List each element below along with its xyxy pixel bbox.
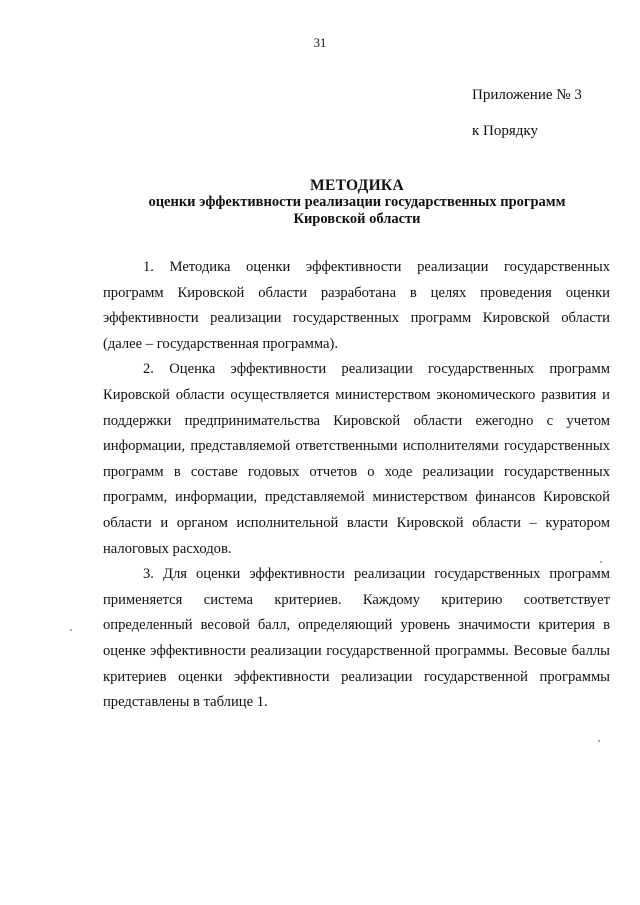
document-title: МЕТОДИКА — [310, 177, 404, 194]
document-body — [103, 255, 610, 716]
paragraph-1: 1. Методика оценки эффективности реализации государственных программ Кировской области разработана в целях проведения оценки эффективности реализации государственных программ Кировской области (далее – государственная программа). — [103, 259, 610, 352]
paragraph-2: 2. Оценка эффективности реализации государственных программ Кировской области осуществляется министерством экономического развития и поддержки предпринимательства Кировской области ежегодно с учетом информации, представляемой ответственными исполнителями государственных программ в составе годовых отчетов о ходе реализации государственных программ, информации, представляемой министерством финансов Кировской области и органом исполнительной власти Кировской области – куратором налоговых расходов. — [103, 361, 610, 557]
scan-speck — [600, 561, 602, 563]
appendix-number: Приложение № 3 — [472, 87, 582, 103]
appendix-reference: к Порядку — [472, 123, 538, 139]
document-heading — [100, 177, 614, 228]
page-number: 31 — [313, 36, 327, 50]
scan-speck — [598, 740, 600, 742]
paragraph-3: 3. Для оценки эффективности реализации государственных программ применяется система критериев. Каждому критерию соответствует определенный весовой балл, определяющий уровень значимости критерия в оценке эффективности реализации государственной программы. Весовые баллы критериев оценки эффективности реализации государственной программы представлены в таблице 1. — [103, 566, 610, 711]
scan-speck — [70, 629, 72, 631]
document-subtitle-line1: оценки эффективности реализации государственных программ — [148, 194, 566, 210]
document-subtitle-line2: Кировской области — [293, 211, 421, 227]
